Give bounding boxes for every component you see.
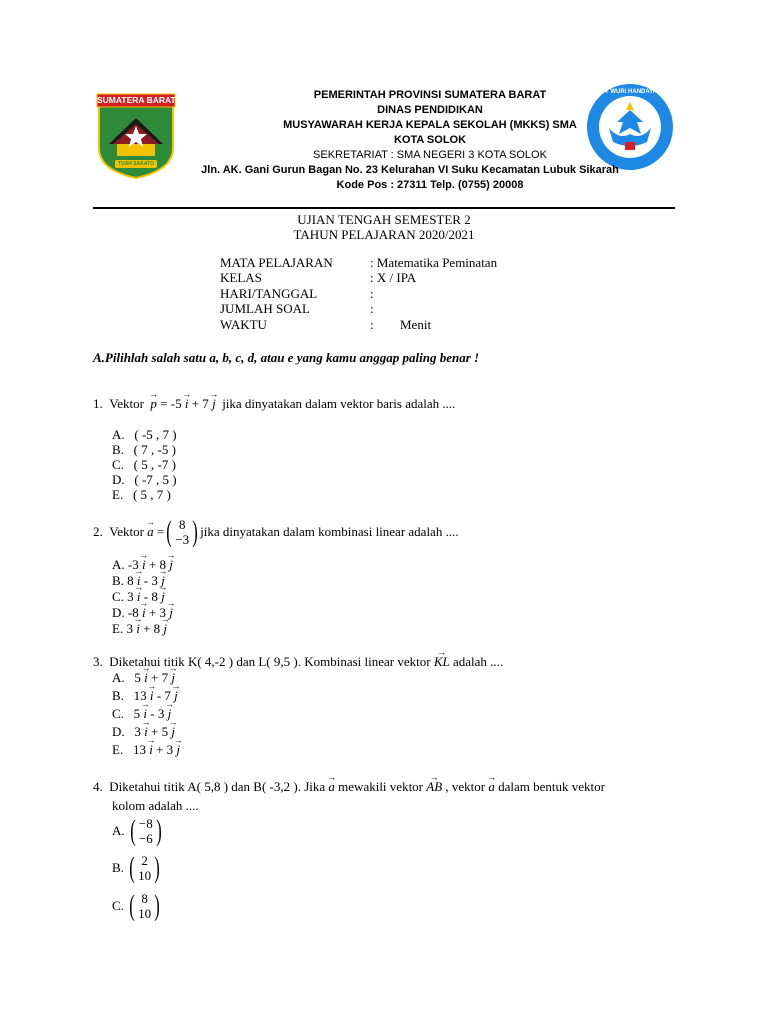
q1-option-e[interactable] <box>112 487 171 503</box>
option-coef: 3 <box>134 724 141 739</box>
option-coef: 5 <box>134 670 141 685</box>
option-letter: E. <box>112 742 124 757</box>
question-2 <box>93 517 459 547</box>
unit-vector-j: → j <box>212 396 216 412</box>
unit-vector-j: → j <box>169 605 173 621</box>
option-text: ( 7 , -5 ) <box>133 442 176 457</box>
q3-option-e[interactable] <box>112 742 180 758</box>
option-letter: E. <box>112 621 124 636</box>
question-number: 2. <box>93 524 103 539</box>
option-coef: - 3 <box>150 706 165 721</box>
option-coef: + 8 <box>143 621 161 636</box>
question-4-line-2: kolom adalah .... <box>112 798 199 813</box>
info-value-class: : X / IPA <box>370 270 417 285</box>
option-letter: A. <box>112 823 125 838</box>
q4-option-a[interactable] <box>112 816 164 846</box>
question-text: = <box>156 524 165 539</box>
info-value-subject: : Matematika Peminatan <box>370 255 498 270</box>
option-letter: C. <box>112 589 124 604</box>
question-number: 1. <box>93 396 103 411</box>
header-line-address: Jln. AK. Gani Gurun Bagan No. 23 Kelurahan VI Suku Kecamatan Lubuk Sikarah <box>201 164 619 176</box>
question-text: = -5 <box>160 396 182 411</box>
info-label-subject: MATA PELAJARAN <box>220 255 333 270</box>
header-line-postal: Kode Pos : 27311 Telp. (0755) 20008 <box>336 179 524 191</box>
option-coef: + 3 <box>148 605 166 620</box>
unit-vector-j: → j <box>163 621 167 637</box>
q3-option-a[interactable] <box>112 670 175 686</box>
unit-vector-i: → i <box>142 557 146 573</box>
option-coef: - 8 <box>143 589 158 604</box>
question-text: Vektor <box>109 396 144 411</box>
option-letter: B. <box>112 442 124 457</box>
option-coef: 13 <box>132 742 146 757</box>
option-coef: + 8 <box>148 557 166 572</box>
question-text: + 7 <box>191 396 209 411</box>
matrix-top: −8 <box>138 816 153 831</box>
option-coef: + 5 <box>151 724 169 739</box>
logo-banner-text: SUMATERA BARAT <box>97 95 176 105</box>
option-coef: 3 <box>127 589 134 604</box>
unit-vector-i: → i <box>144 724 148 740</box>
option-coef: -8 <box>127 605 139 620</box>
option-letter: C. <box>112 898 124 913</box>
matrix-bottom: −3 <box>175 532 190 547</box>
info-label-date: HARI/TANGGAL <box>220 286 318 301</box>
option-letter: A. <box>112 427 125 442</box>
question-3 <box>93 654 503 670</box>
exam-year: TAHUN PELAJARAN 2020/2021 <box>293 227 475 242</box>
unit-vector-j: → j <box>169 557 173 573</box>
option-letter: D. <box>112 605 125 620</box>
question-text: Vektor <box>109 524 144 539</box>
info-value-count: : <box>370 301 374 316</box>
option-coef: + 7 <box>151 670 169 685</box>
option-letter: D. <box>112 472 125 487</box>
option-coef: + 3 <box>156 742 174 757</box>
unit-vector-i: → i <box>142 605 146 621</box>
vector-a: → a <box>488 779 495 795</box>
question-text: Diketahui titik A( 5,8 ) dan B( -3,2 ). Jika <box>109 779 326 794</box>
option-letter: B. <box>112 860 124 875</box>
header-line-mkks: MUSYAWARAH KERJA KEPALA SEKOLAH (MKKS) SMA <box>283 119 577 131</box>
tut-wuri-motto: TUT WURI HANDAYANI <box>597 89 663 95</box>
column-vector: ( 8 −3 ) <box>166 515 198 548</box>
matrix-bottom: 10 <box>138 868 152 883</box>
matrix-bottom: −6 <box>138 831 153 846</box>
vector-a: → a <box>147 524 154 540</box>
unit-vector-j: → j <box>176 742 180 758</box>
unit-vector-j: → j <box>168 706 172 722</box>
unit-vector-i: → i <box>149 742 153 758</box>
unit-vector-i: → i <box>144 670 148 686</box>
option-coef: - 3 <box>143 573 158 588</box>
header-line-city: KOTA SOLOK <box>393 134 467 146</box>
info-value-date: : <box>370 286 374 301</box>
unit-vector-i: → i <box>137 589 141 605</box>
question-text: , vektor <box>445 779 486 794</box>
question-text: jika dinyatakan dalam vektor baris adalah .... <box>222 396 456 411</box>
question-number: 4. <box>93 779 103 794</box>
header-line-province: PEMERINTAH PROVINSI SUMATERA BARAT <box>313 89 547 101</box>
logo-motto-text: TUAH SAKATO <box>118 161 154 167</box>
unit-vector-j: → j <box>171 724 175 740</box>
question-text: Diketahui titik K( 4,-2 ) dan L( 9,5 ). Kombinasi linear vektor <box>109 654 431 669</box>
vector-a: → a <box>328 779 335 795</box>
option-letter: C. <box>112 457 124 472</box>
unit-vector-j: → j <box>161 573 165 589</box>
column-vector: ( −8 −6 ) <box>130 814 162 847</box>
unit-vector-j: → j <box>171 670 175 686</box>
info-label-class: KELAS <box>220 270 262 285</box>
q1-option-c[interactable] <box>112 457 176 473</box>
option-coef: 13 <box>133 688 147 703</box>
column-vector: ( 8 10 ) <box>129 889 160 922</box>
info-label-count: JUMLAH SOAL <box>220 301 310 316</box>
matrix-bottom: 10 <box>138 906 152 921</box>
matrix-top: 2 <box>141 853 148 868</box>
option-text: ( 5 , -7 ) <box>133 457 176 472</box>
matrix-top: 8 <box>178 517 186 532</box>
matrix-top: 8 <box>141 891 148 906</box>
option-letter: D. <box>112 724 125 739</box>
unit-vector-j: → j <box>161 589 165 605</box>
unit-vector-i: → i <box>137 573 141 589</box>
unit-vector-i: → i <box>150 688 154 704</box>
option-coef: 3 <box>126 621 133 636</box>
q4-option-b[interactable] <box>112 853 162 883</box>
column-vector: ( 2 10 ) <box>129 851 160 884</box>
unit-vector-j: → j <box>174 688 178 704</box>
q1-option-a[interactable] <box>112 427 177 443</box>
option-coef: 5 <box>133 706 141 721</box>
question-1 <box>93 396 455 412</box>
question-4 <box>93 779 605 795</box>
unit-vector-i: → i <box>143 706 147 722</box>
option-coef: - 7 <box>156 688 171 703</box>
vector-kl: → KL <box>434 654 450 670</box>
option-letter: B. <box>112 688 124 703</box>
option-text: ( -7 , 5 ) <box>134 472 177 487</box>
header-line-secretariat: SEKRETARIAT : SMA NEGERI 3 KOTA SOLOK <box>313 149 547 161</box>
header-divider <box>93 207 675 209</box>
option-letter: A. <box>112 557 125 572</box>
option-coef: 8 <box>127 573 134 588</box>
info-value-time: : <box>370 317 374 332</box>
question-text: dalam bentuk vektor <box>498 779 605 794</box>
info-label-time: WAKTU <box>220 317 267 332</box>
question-number: 3. <box>93 654 103 669</box>
header-line-dinas: DINAS PENDIDIKAN <box>377 104 483 116</box>
option-letter: C. <box>112 706 124 721</box>
q4-option-c[interactable] <box>112 891 162 921</box>
option-text: ( -5 , 7 ) <box>134 427 177 442</box>
option-coef: -3 <box>127 557 139 572</box>
option-letter: A. <box>112 670 125 685</box>
option-text: ( 5 , 7 ) <box>132 487 171 502</box>
question-text: mewakili vektor <box>338 779 424 794</box>
q3-option-d[interactable] <box>112 724 175 740</box>
question-text: adalah .... <box>452 654 504 669</box>
option-letter: B. <box>112 573 124 588</box>
unit-vector-i: → i <box>185 396 189 412</box>
option-letter: E. <box>112 487 124 502</box>
question-text: jika dinyatakan dalam kombinasi linear adalah .... <box>200 524 459 539</box>
exam-title: UJIAN TENGAH SEMESTER 2 <box>297 212 471 227</box>
q1-option-d[interactable] <box>112 472 177 488</box>
unit-vector-i: → i <box>136 621 140 637</box>
instruction: A.Pilihlah salah satu a, b, c, d, atau e yang kamu anggap paling benar ! <box>93 350 480 365</box>
q1-option-b[interactable] <box>112 442 176 458</box>
vector-ab: → AB <box>426 779 442 795</box>
q2-option-e[interactable] <box>112 621 167 637</box>
info-time-unit: Menit <box>400 317 432 332</box>
vector-p: → p <box>150 396 157 412</box>
